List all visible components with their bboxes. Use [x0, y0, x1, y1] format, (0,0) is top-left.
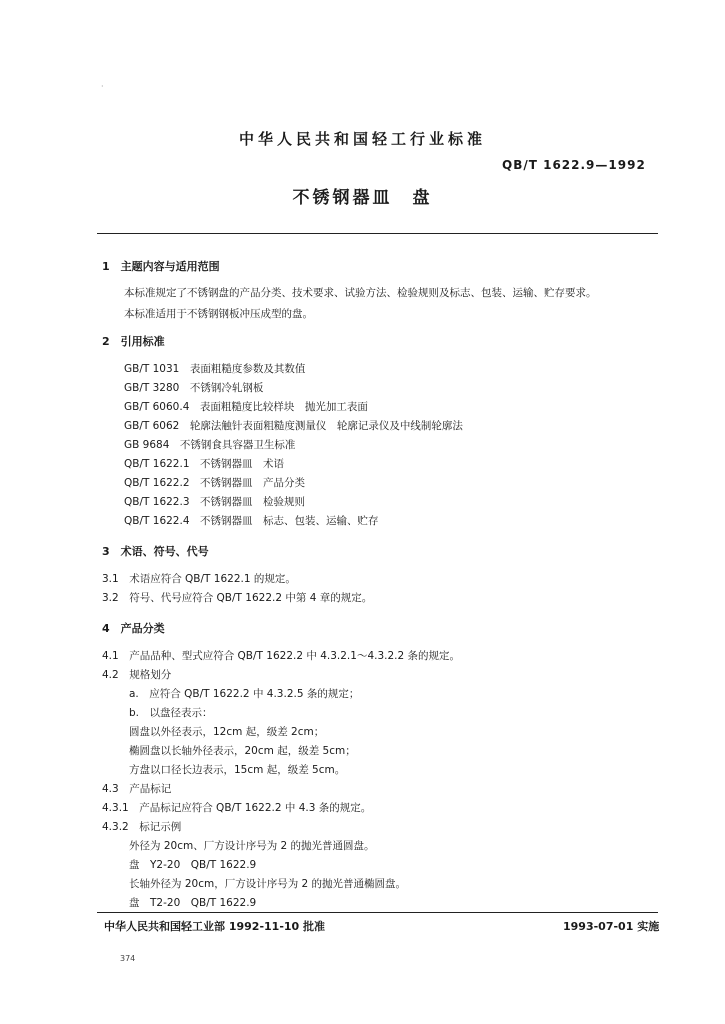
- page-number: 374: [120, 954, 136, 963]
- section-1-paragraph-2: 本标准适用于不锈钢钢板冲压成型的盘。: [124, 308, 313, 320]
- reference-item: QB/T 1622.3 不锈钢器皿 检验规则: [124, 496, 305, 508]
- reference-item: GB/T 6060.4 表面粗糙度比较样块 抛光加工表面: [124, 401, 368, 413]
- clause-3-1: 3.1 术语应符合 QB/T 1622.1 的规定。: [102, 573, 296, 585]
- reference-item: GB 9684 不锈钢食具容器卫生标准: [124, 439, 296, 451]
- reference-item: QB/T 1622.2 不锈钢器皿 产品分类: [124, 477, 305, 489]
- clause-4-2-a: a. 应符合 QB/T 1622.2 中 4.3.2.5 条的规定；: [129, 688, 360, 700]
- section-4-heading: 4 产品分类: [102, 622, 165, 635]
- clause-4-3-2: 4.3.2 标记示例: [102, 821, 182, 833]
- size-rule-square: 方盘以口径长边表示，15cm 起，级差 5cm。: [129, 764, 346, 776]
- section-1-heading: 1 主题内容与适用范围: [102, 260, 220, 273]
- section-1-paragraph-1: 本标准规定了不锈钢盘的产品分类、技术要求、试验方法、检验规则及标志、包装、运输、贮存要求。: [124, 287, 597, 299]
- reference-item: GB/T 1031 表面粗糙度参数及其数值: [124, 363, 306, 375]
- standard-category-title: 中华人民共和国轻工行业标准: [238, 130, 486, 148]
- section-3-heading: 3 术语、符号、代号: [102, 545, 209, 558]
- size-rule-round: 圆盘以外径表示，12cm 起，级差 2cm；: [129, 726, 325, 738]
- example-1-code: 盘 Y2-20 QB/T 1622.9: [129, 859, 257, 871]
- size-rule-oval: 椭圆盘以长轴外径表示，20cm 起，级差 5cm；: [129, 745, 356, 757]
- approval-line: 中华人民共和国轻工业部 1992-11-10 批准: [104, 920, 326, 933]
- clause-3-2: 3.2 符号、代号应符合 QB/T 1622.2 中第 4 章的规定。: [102, 592, 373, 604]
- example-2-code: 盘 T2-20 QB/T 1622.9: [129, 897, 257, 909]
- reference-item: QB/T 1622.1 不锈钢器皿 术语: [124, 458, 284, 470]
- clause-4-3: 4.3 产品标记: [102, 783, 172, 795]
- clause-4-2: 4.2 规格划分: [102, 669, 172, 681]
- scan-speck: ·: [101, 82, 104, 91]
- footer-divider: [97, 912, 658, 913]
- reference-item: GB/T 3280 不锈钢冷轧钢板: [124, 382, 264, 394]
- clause-4-2-b: b. 以盘径表示：: [129, 707, 213, 719]
- clause-4-3-1: 4.3.1 产品标记应符合 QB/T 1622.2 中 4.3 条的规定。: [102, 802, 372, 814]
- section-2-heading: 2 引用标准: [102, 335, 165, 348]
- clause-4-1: 4.1 产品品种、型式应符合 QB/T 1622.2 中 4.3.2.1～4.3.2.2 条的规定。: [102, 650, 461, 662]
- reference-item: QB/T 1622.4 不锈钢器皿 标志、包装、运输、贮存: [124, 515, 379, 527]
- document-title: 不锈钢器皿 盘: [292, 188, 433, 208]
- example-1-description: 外径为 20cm、厂方设计序号为 2 的抛光普通圆盘。: [129, 840, 375, 852]
- implementation-date: 1993-07-01 实施: [563, 920, 660, 933]
- example-2-description: 长轴外径为 20cm，厂方设计序号为 2 的抛光普通椭圆盘。: [129, 878, 407, 890]
- reference-item: GB/T 6062 轮廓法触针表面粗糙度测量仪 轮廓记录仪及中线制轮廓法: [124, 420, 463, 432]
- header-divider: [97, 233, 658, 234]
- standard-code: QB/T 1622.9—1992: [502, 158, 646, 172]
